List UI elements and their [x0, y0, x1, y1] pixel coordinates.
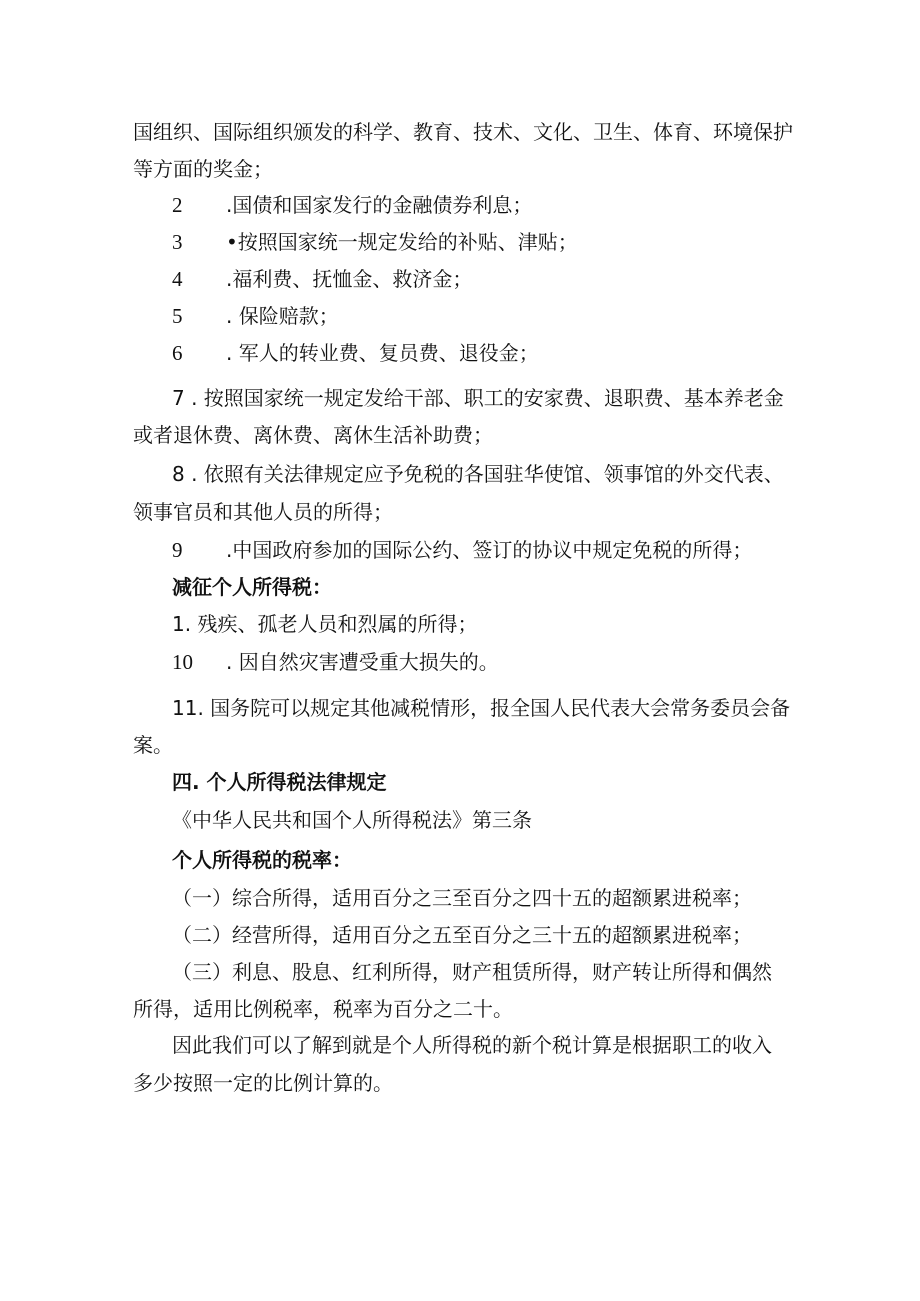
conclusion-paragraph: 因此我们可以了解到就是个人所得税的新个税计算是根据职工的收入 [172, 1033, 772, 1057]
list-item-text: 8 . 依照有关法律规定应予免税的各国驻华使馆、领事馆的外交代表、 [172, 462, 784, 486]
rate-item: （二）经营所得，适用百分之五至百分之三十五的超额累进税率； [172, 923, 752, 947]
list-item-number: 2 [172, 193, 183, 217]
list-item-number: 4 [172, 267, 183, 291]
list-item-text: •按照国家统一规定发给的补贴、津贴； [226, 230, 578, 254]
rate-item: （一）综合所得，适用百分之三至百分之四十五的超额累进税率； [172, 886, 752, 910]
conclusion-paragraph: 多少按照一定的比例计算的。 [133, 1071, 393, 1095]
list-item-text: .中国政府参加的国际公约、签订的协议中规定免税的所得； [226, 538, 753, 562]
list-item-text: 11. 国务院可以规定其他减税情形，报全国人民代表大会常务委员会备 [172, 696, 791, 720]
list-item-text: .国债和国家发行的金融债券利息； [226, 193, 533, 217]
section-heading: 减征个人所得税： [172, 575, 332, 599]
section-heading: 四. 个人所得税法律规定 [172, 770, 387, 794]
list-item-number: 3 [172, 230, 183, 254]
list-item-text: 领事官员和其他人员的所得； [133, 500, 393, 524]
section-heading: 个人所得税的税率： [172, 848, 352, 872]
list-item-text: . 保险赔款； [226, 304, 339, 328]
list-item-text: .福利费、抚恤金、救济金； [226, 267, 473, 291]
rate-item: （三）利息、股息、红利所得，财产租赁所得，财产转让所得和偶然 [172, 960, 772, 984]
list-item-number: 6 [172, 341, 183, 365]
rate-item: 所得，适用比例税率，税率为百分之二十。 [133, 997, 513, 1021]
list-item-text: . 因自然灾害遭受重大损失的。 [226, 650, 499, 674]
list-item-text: . 军人的转业费、复员费、退役金； [226, 341, 539, 365]
list-item-text: 或者退休费、离休费、离休生活补助费； [133, 423, 493, 447]
paragraph-line: 国组织、国际组织颁发的科学、教育、技术、文化、卫生、体育、环境保护 [133, 120, 793, 144]
list-item-number: 10 [172, 650, 193, 674]
list-item-text: 7 . 按照国家统一规定发给干部、职工的安家费、退职费、基本养老金 [172, 386, 784, 410]
law-reference: 《中华人民共和国个人所得税法》第三条 [172, 808, 532, 832]
list-item-text: 案。 [133, 733, 173, 757]
list-item-text: 1. 残疾、孤老人员和烈属的所得； [172, 612, 478, 636]
paragraph-line: 等方面的奖金； [133, 157, 273, 181]
list-item-number: 5 [172, 304, 183, 328]
list-item-number: 9 [172, 538, 183, 562]
